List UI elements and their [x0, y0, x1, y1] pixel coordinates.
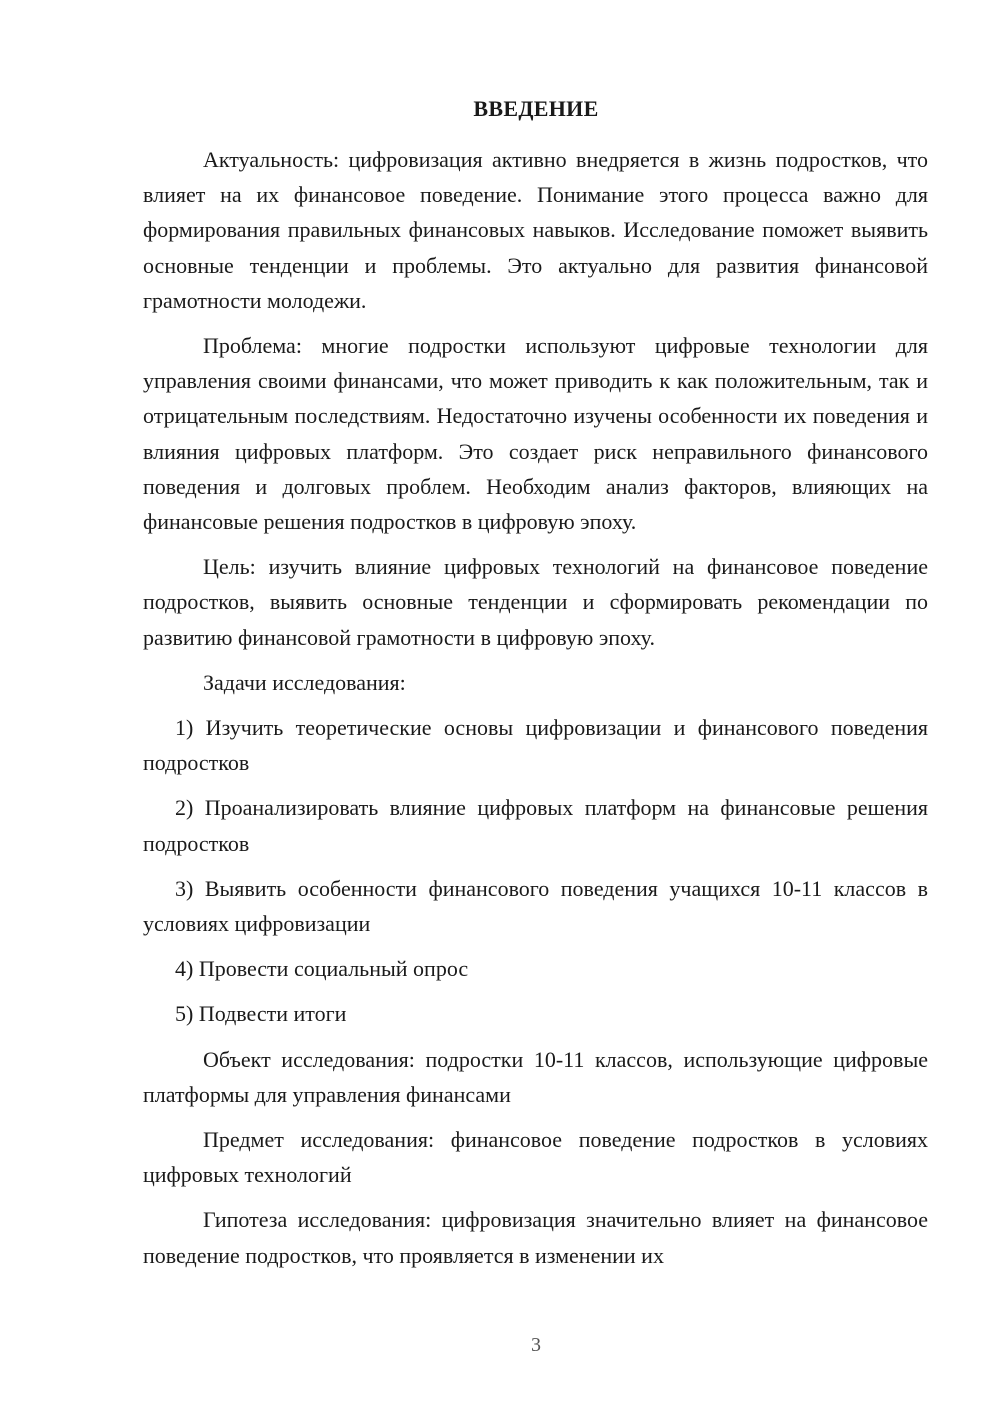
task-item-3: 3) Выявить особенности финансового поведения учащихся 10-11 классов в условиях цифровизации: [143, 875, 928, 937]
paragraph-hypothesis: Гипотеза исследования: цифровизация значительно влияет на финансовое поведение подростков, что проявляется в изменении их: [143, 1207, 928, 1268]
paragraph-subject: Предмет исследования: финансовое поведение подростков в условиях цифровых технологий: [143, 1127, 928, 1188]
paragraph-problem: Проблема: многие подростки используют цифровые технологии для управления своими финансами, что может приводить к как положительным, так и отрицательным последствиям. Недостаточно изучены особенности их поведения и влияния цифровых платформ. Это создает риск неправильного финансового поведения и долговых проблем. Необходим анализ факторов, влияющих на финансовые решения подростков в цифровую эпоху.: [143, 333, 928, 535]
task-item-5: 5) Подвести итоги: [175, 1001, 347, 1027]
task-item-1: 1) Изучить теоретические основы цифровизации и финансового поведения подростков: [143, 715, 928, 776]
body-text: [143, 142, 928, 1283]
paragraph-relevance: Актуальность: цифровизация активно внедряется в жизнь подростков, что влияет на их финансовое поведение. Понимание этого процесса важно для формирования правильных финансовых навыков. Исследование поможет выявить основные тенденции и проблемы. Это актуально для развития финансовой грамотности молодежи.: [143, 147, 928, 313]
tasks-title: Задачи исследования:: [203, 669, 406, 695]
page-number: 3: [531, 1334, 541, 1356]
task-item-2: 2) Проанализировать влияние цифровых платформ на финансовые решения подростков: [143, 795, 928, 856]
paragraph-goal: Цель: изучить влияние цифровых технологий на финансовое поведение подростков, выявить основные тенденции и сформировать рекомендации по развитию финансовой грамотности в цифровую эпоху.: [143, 554, 928, 650]
section-heading: ВВЕДЕНИЕ: [473, 96, 599, 121]
task-item-4: 4) Провести социальный опрос: [175, 956, 469, 982]
paragraph-object: Объект исследования: подростки 10-11 классов, использующие цифровые платформы для управления финансами: [143, 1046, 928, 1107]
